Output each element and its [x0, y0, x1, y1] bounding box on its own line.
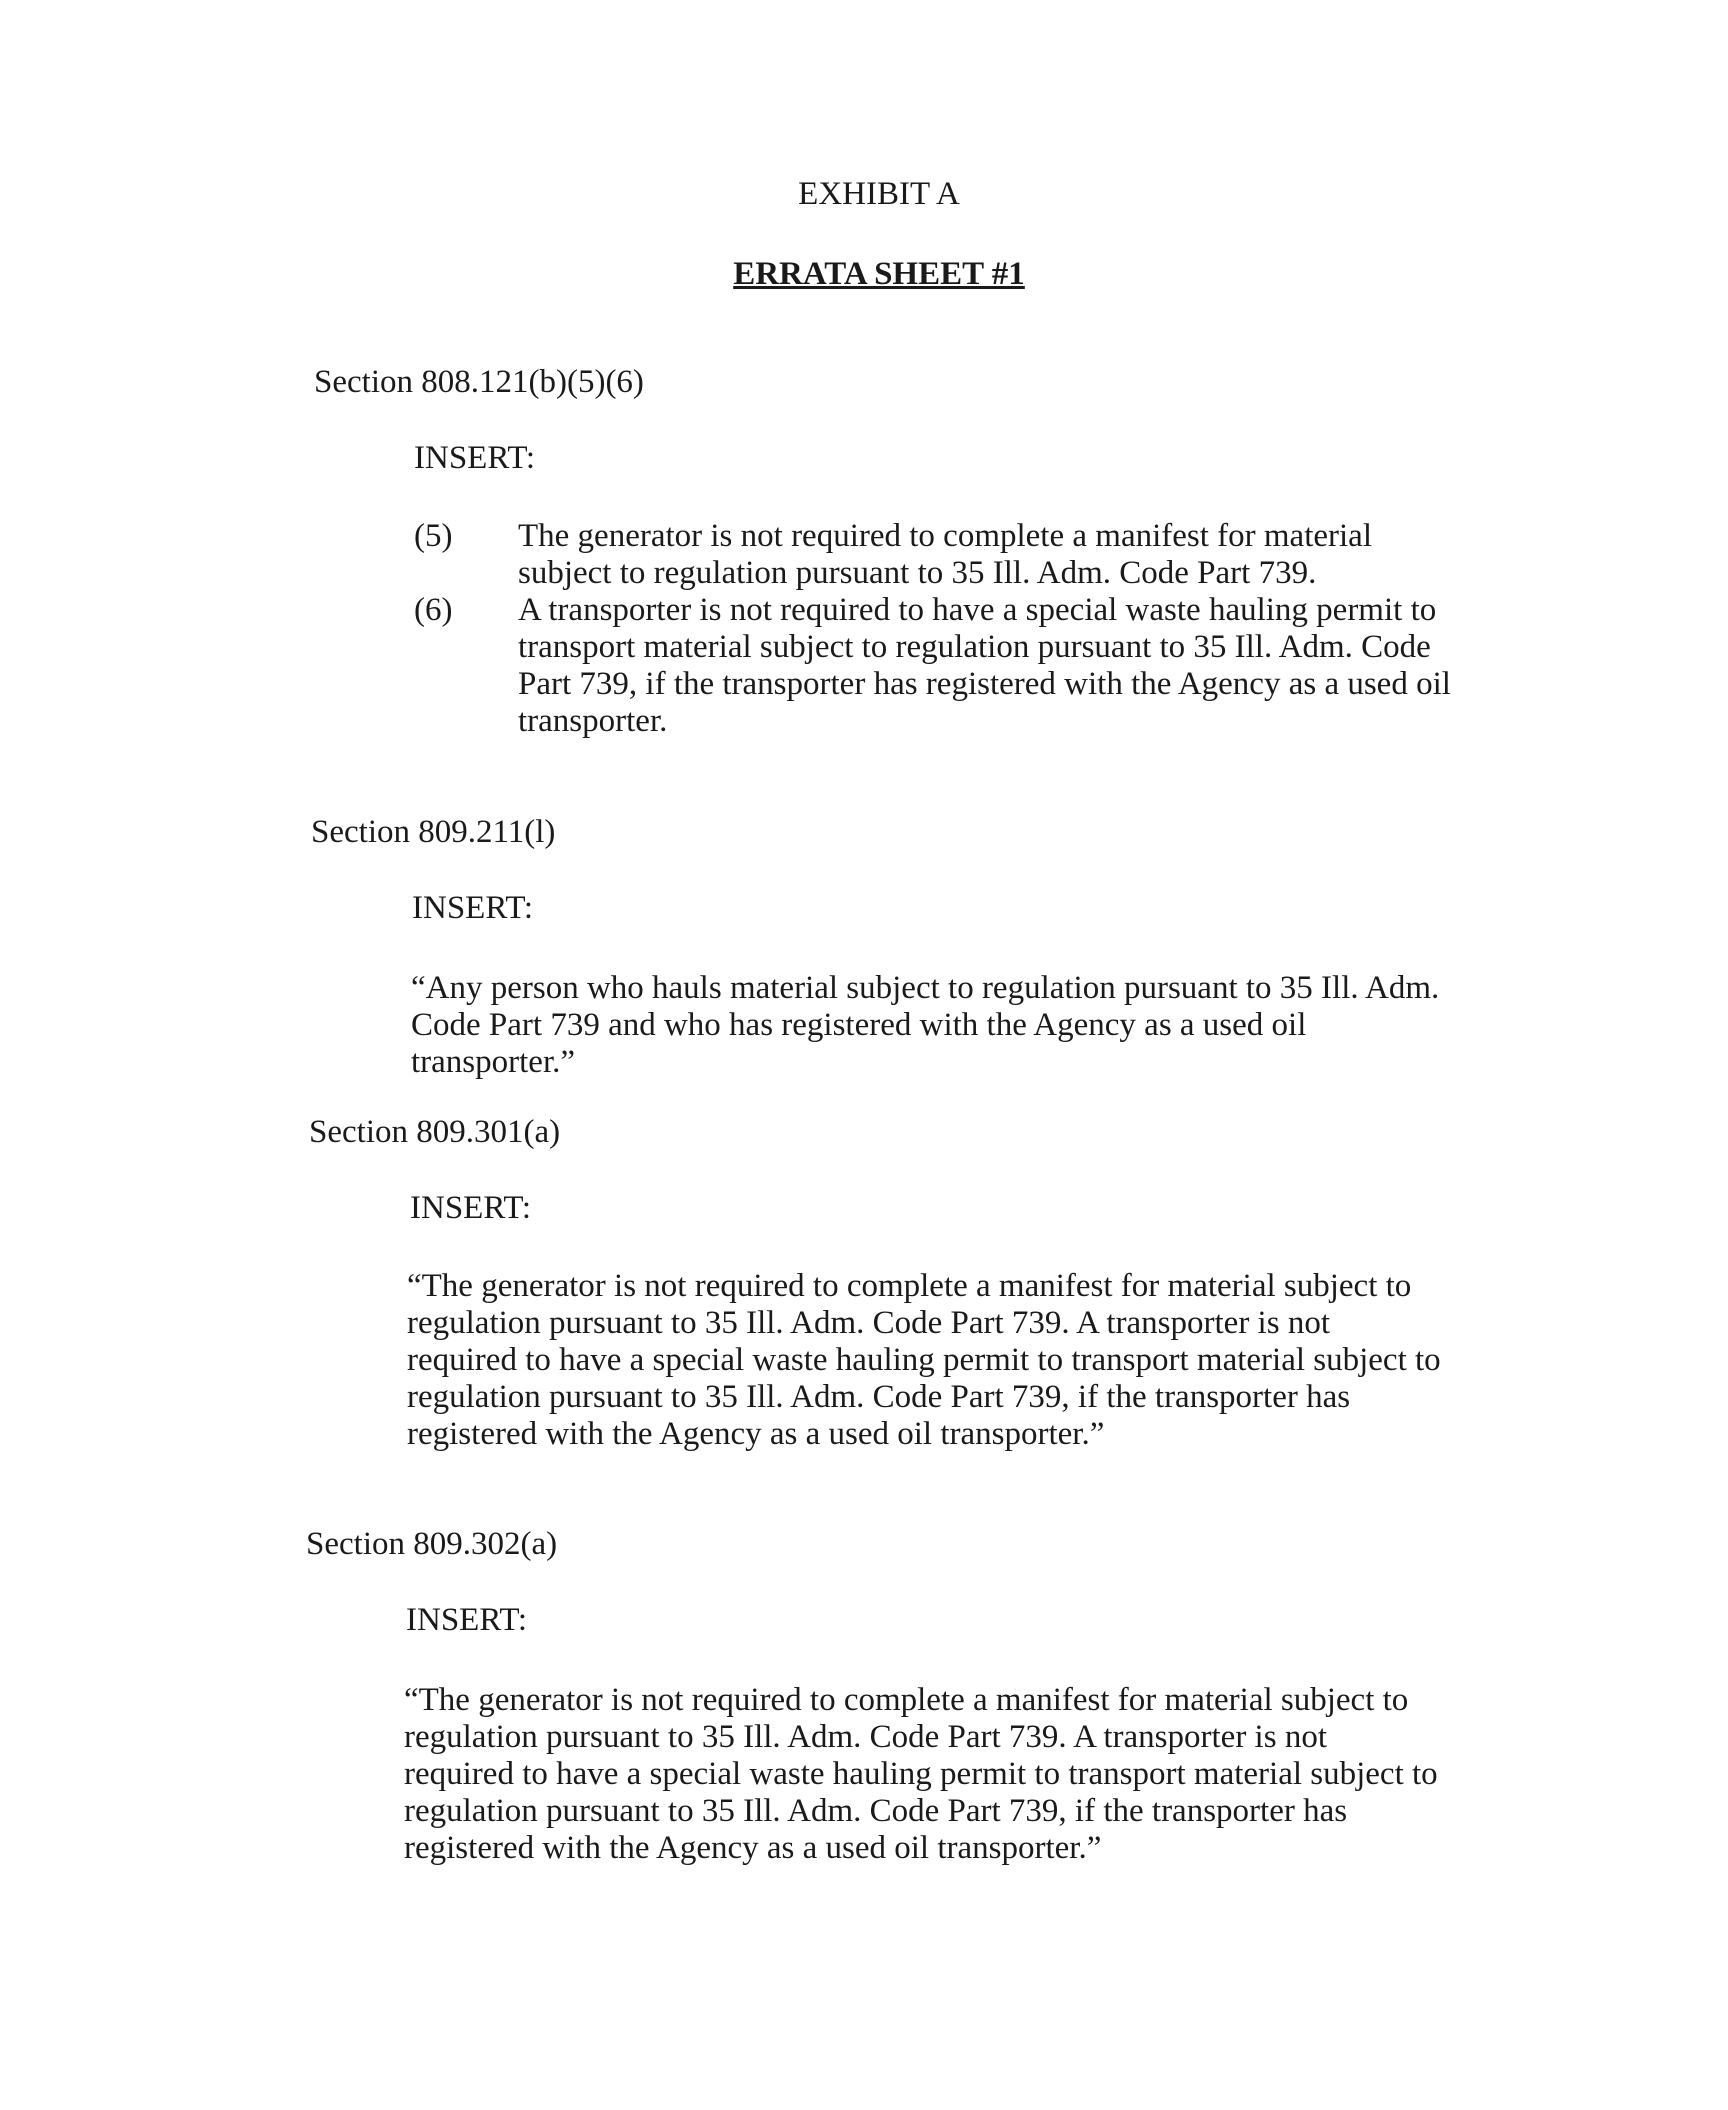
- insert-text: “Any person who hauls material subject to regulation pursuant to 35 Ill. Adm. Code Part 739 and who has registered with the Agency as a used oil transporter.”: [411, 970, 1440, 1080]
- item-number: (5): [414, 518, 453, 554]
- section-heading-809-211: Section 809.211(l): [311, 814, 556, 850]
- errata-title: ERRATA SHEET #1: [733, 256, 1025, 292]
- section-heading-809-302: Section 809.302(a): [306, 1526, 558, 1562]
- insert-text: “The generator is not required to complete a manifest for material subject to regulation pursuant to 35 Ill. Adm. Code Part 739. A transporter is not required to have a special waste hauling permit to transport material subject to regulation pursuant to 35 Ill. Adm. Code Part 739, if the transporter has registered with the Agency as a used oil transporter.”: [407, 1268, 1441, 1452]
- insert-label: INSERT:: [412, 890, 534, 926]
- insert-label: INSERT:: [410, 1190, 532, 1226]
- insert-label: INSERT:: [414, 440, 536, 476]
- section-heading-808-121: Section 808.121(b)(5)(6): [314, 364, 644, 400]
- section-heading-809-301: Section 809.301(a): [309, 1114, 561, 1150]
- insert-label: INSERT:: [406, 1602, 528, 1638]
- item-number: (6): [414, 592, 453, 628]
- exhibit-label: EXHIBIT A: [798, 176, 960, 212]
- item-text: A transporter is not required to have a special waste hauling permit to transport material subject to regulation pursuant to 35 Ill. Adm. Code Part 739, if the transporter has registered with the Agency as a used oil transporter.: [518, 592, 1451, 739]
- item-text: The generator is not required to complete a manifest for material subject to regulation pursuant to 35 Ill. Adm. Code Part 739.: [518, 518, 1372, 591]
- insert-text: “The generator is not required to complete a manifest for material subject to regulation pursuant to 35 Ill. Adm. Code Part 739. A transporter is not required to have a special waste hauling permit to transport material subject to regulation pursuant to 35 Ill. Adm. Code Part 739, if the transporter has registered with the Agency as a used oil transporter.”: [404, 1682, 1438, 1866]
